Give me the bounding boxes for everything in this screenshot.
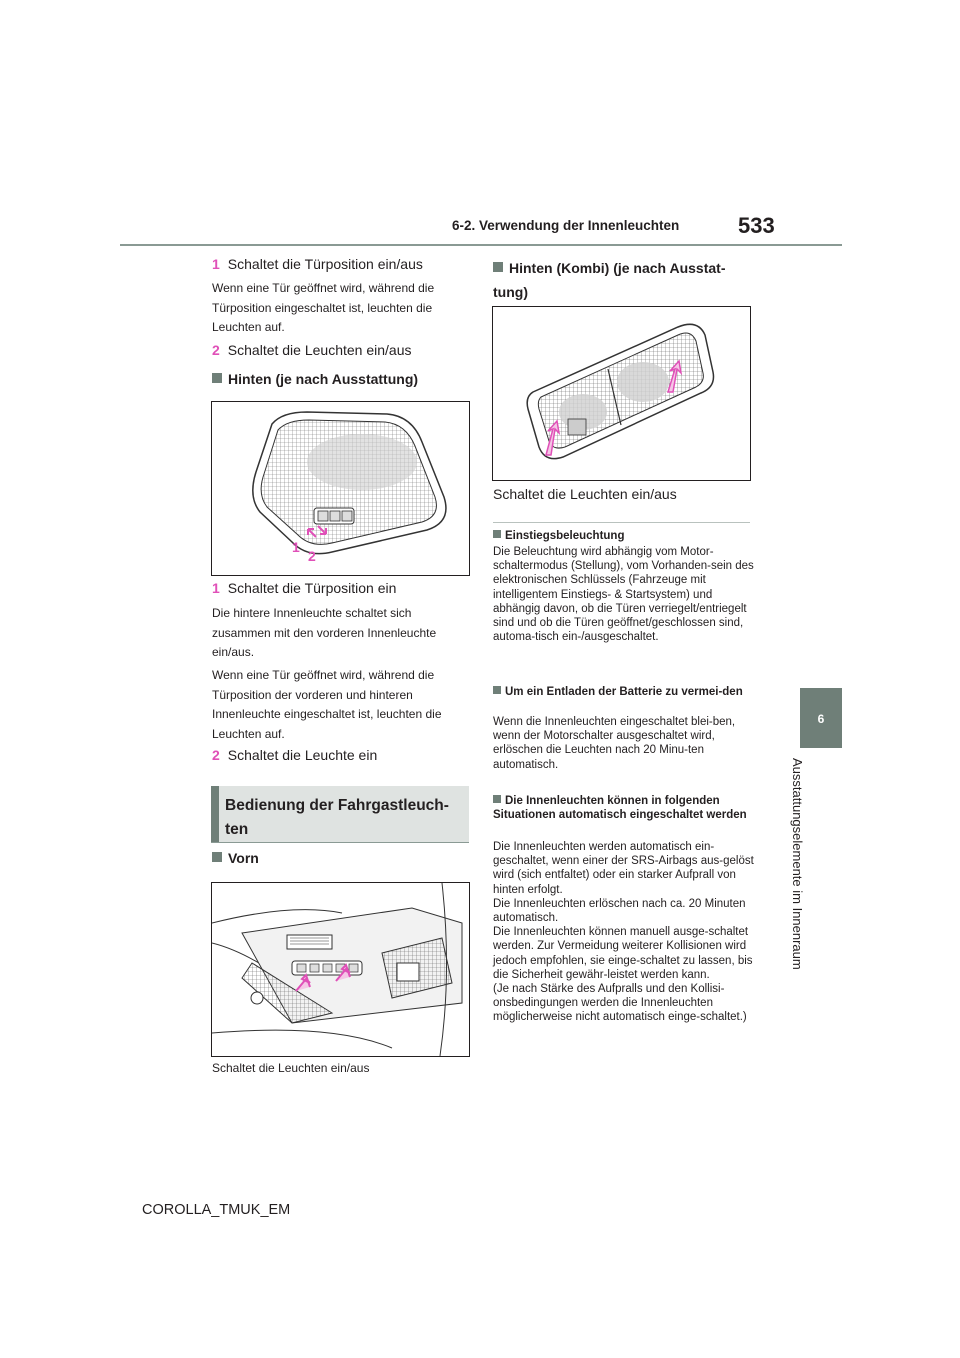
figure-kombi-lamp — [492, 306, 751, 481]
heading-front — [212, 850, 259, 866]
heading-kombi-text: Hinten (Kombi) (je nach Ausstat-tung) — [493, 260, 726, 300]
fig-label-2: 2 — [308, 548, 316, 564]
paragraph-door-position: Wenn eine Tür geöffnet wird, während die Türposition eingeschaltet ist, leuchten die Leuchten auf. — [212, 281, 435, 334]
step-number: 2 — [212, 342, 220, 358]
heading-auto — [493, 794, 755, 822]
paragraph-rear-lamp: Die hintere Innenleuchte schaltet sich zusammen mit den vorderen Innenleuchte ein/aus. — [212, 606, 437, 659]
square-bullet-icon — [493, 795, 501, 803]
page-number: 533 — [738, 213, 775, 238]
chapter-label-text: Ausstattungselemente im Innenraum — [790, 758, 805, 970]
section-header: 6-2. Verwendung der Innenleuchten — [452, 218, 680, 233]
chapter-number: 6 — [817, 712, 825, 726]
front-lamp-illustration — [212, 883, 469, 1056]
step-text: Schaltet die Leuchten ein/aus — [227, 342, 412, 358]
square-bullet-icon — [493, 530, 501, 538]
step-text: Schaltet die Türposition ein/aus — [227, 256, 423, 272]
figure-rear-lamp — [211, 401, 470, 576]
paragraph-einstieg: Die Beleuchtung wird abhängig vom Motor-schaltermodus (Stellung), vom Vorhanden-sein des elektronischen Schlüssels (Fahrzeuge mit intelligentem Einstiegs- & Startsystem) und abhängig davon, ob die Türen verriegelt/entriegelt sind und ob die Türen geöffnet/geschlossen sind, automa-tisch ein-/ausgeschaltet. — [493, 546, 754, 644]
kombi-lamp-illustration — [493, 307, 750, 480]
square-bullet-icon — [493, 686, 501, 694]
step-text: Schaltet die Türposition ein — [227, 580, 397, 596]
step-1-door-position-rear — [212, 580, 396, 596]
step-2-lights — [212, 342, 412, 358]
fig-label-1: 1 — [292, 539, 300, 555]
heading-rear-text: Hinten (je nach Ausstattung) — [228, 371, 419, 387]
footer-model-code: COROLLA_TMUK_EM — [142, 1202, 291, 1218]
heading-einstieg — [493, 529, 755, 543]
heading-batterie-text: Um ein Entladen der Batterie zu vermei-den — [505, 686, 743, 698]
step-number: 2 — [212, 747, 220, 763]
step-number: 1 — [212, 580, 220, 596]
heading-auto-text: Die Innenleuchten können in folgenden Situationen automatisch eingeschaltet werden — [493, 795, 747, 822]
section-title-bar — [211, 786, 219, 842]
step-1-door-position — [212, 256, 423, 272]
paragraph-batterie: Wenn die Innenleuchten eingeschaltet blei-ben, wenn der Motorschalter ausgeschaltet wird, erlöschen die Leuchten nach 20 Minu-ten automatisch. — [493, 716, 736, 771]
figure-front-lamp — [211, 882, 470, 1057]
heading-rear — [212, 371, 418, 387]
section-title: Bedienung der Fahrgastleuch-ten — [225, 797, 449, 838]
step-2-light-on — [212, 747, 377, 763]
section-title-box — [211, 786, 469, 843]
step-number: 1 — [212, 256, 220, 272]
paragraph-rear-door: Wenn eine Tür geöffnet wird, während die Türposition der vorderen und hinteren Innenleuchte eingeschaltet ist, leuchten die Leuchten auf. — [212, 668, 442, 741]
paragraph-auto: Die Innenleuchten werden automatisch ein-geschaltet, wenn einer der SRS-Airbags aus-gelöst wird (sich entfaltet) oder ein starker Aufprall von hinten erfolgt. Die Innenleuchten erlöschen nach ca. 20 Minuten automatisch. Die Innenleuchten können manuell ausge-schaltet werden. Zur Vermeidung weiterer Kollisionen wird jedoch empfohlen, sie einge-schaltet zu lassen, bis die Sicherheit gewähr-leistet werden kann. (Je nach Stärke des Aufpralls und den Kollisi-onsbedingungen werden die Innenleuchten möglicherweise nicht automatisch einge-schaltet.) — [493, 841, 754, 1024]
chapter-label — [789, 758, 809, 998]
heading-front-text: Vorn — [228, 850, 259, 866]
square-bullet-icon — [212, 373, 222, 383]
step-text: Schaltet die Leuchte ein — [227, 747, 378, 763]
caption-front: Schaltet die Leuchten ein/aus — [212, 1061, 370, 1075]
square-bullet-icon — [212, 852, 222, 862]
heading-batterie — [493, 685, 755, 699]
square-bullet-icon — [493, 262, 503, 272]
rear-lamp-illustration — [212, 402, 469, 575]
heading-einstieg-text: Einstiegsbeleuchtung — [505, 530, 625, 542]
caption-kombi: Schaltet die Leuchten ein/aus — [493, 486, 677, 502]
divider — [493, 522, 750, 523]
heading-kombi — [493, 256, 751, 304]
header-rule — [120, 244, 842, 246]
